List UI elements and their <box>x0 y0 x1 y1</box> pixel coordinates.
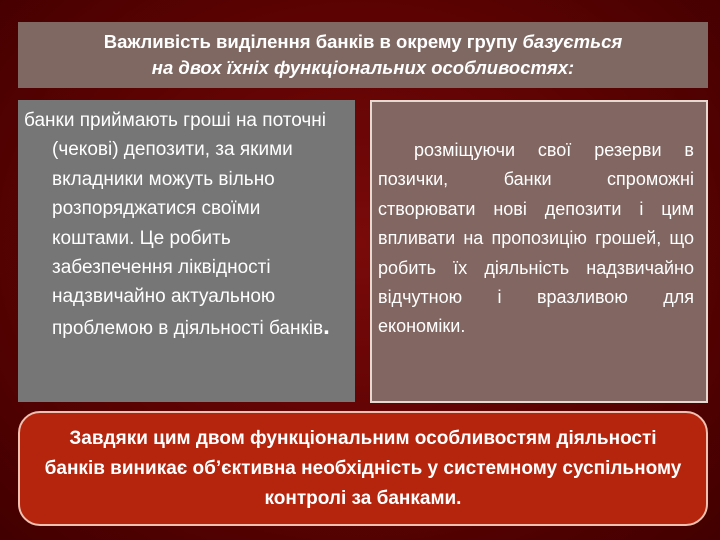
left-panel-text-end: . <box>323 312 330 340</box>
conclusion-box <box>18 411 708 526</box>
slide-title <box>18 22 708 88</box>
title-text-italic: базується <box>522 31 623 52</box>
title-line-1 <box>104 29 623 55</box>
left-panel-text <box>24 106 345 343</box>
conclusion-text: Завдяки цим двом функціональним особливостям діяльності банків виникає об’єктивна необхідність у системному суспільному контролі за банками. <box>44 427 682 509</box>
left-panel-main-text: банки приймають гроші на поточні (чекові) депозити, за якими вкладники можуть вільно розпоряджатися своїми коштами. Це робить забезпечення ліквідності надзвичайно актуальною проблемою в діяльності банків <box>24 110 326 339</box>
title-text-normal: Важливість виділення банків в окрему групу <box>103 31 523 52</box>
left-panel <box>18 100 355 402</box>
right-panel-text: розміщуючи свої резерви в позички, банки спроможні створювати нові депозити і цим впливати на пропозицію грошей, що робить їх діяльність надзвичайно відчутною і вразливою для економіки. <box>378 140 694 337</box>
title-line-2: на двох їхніх функціональних особливостях: <box>151 57 575 78</box>
right-panel <box>370 100 708 403</box>
